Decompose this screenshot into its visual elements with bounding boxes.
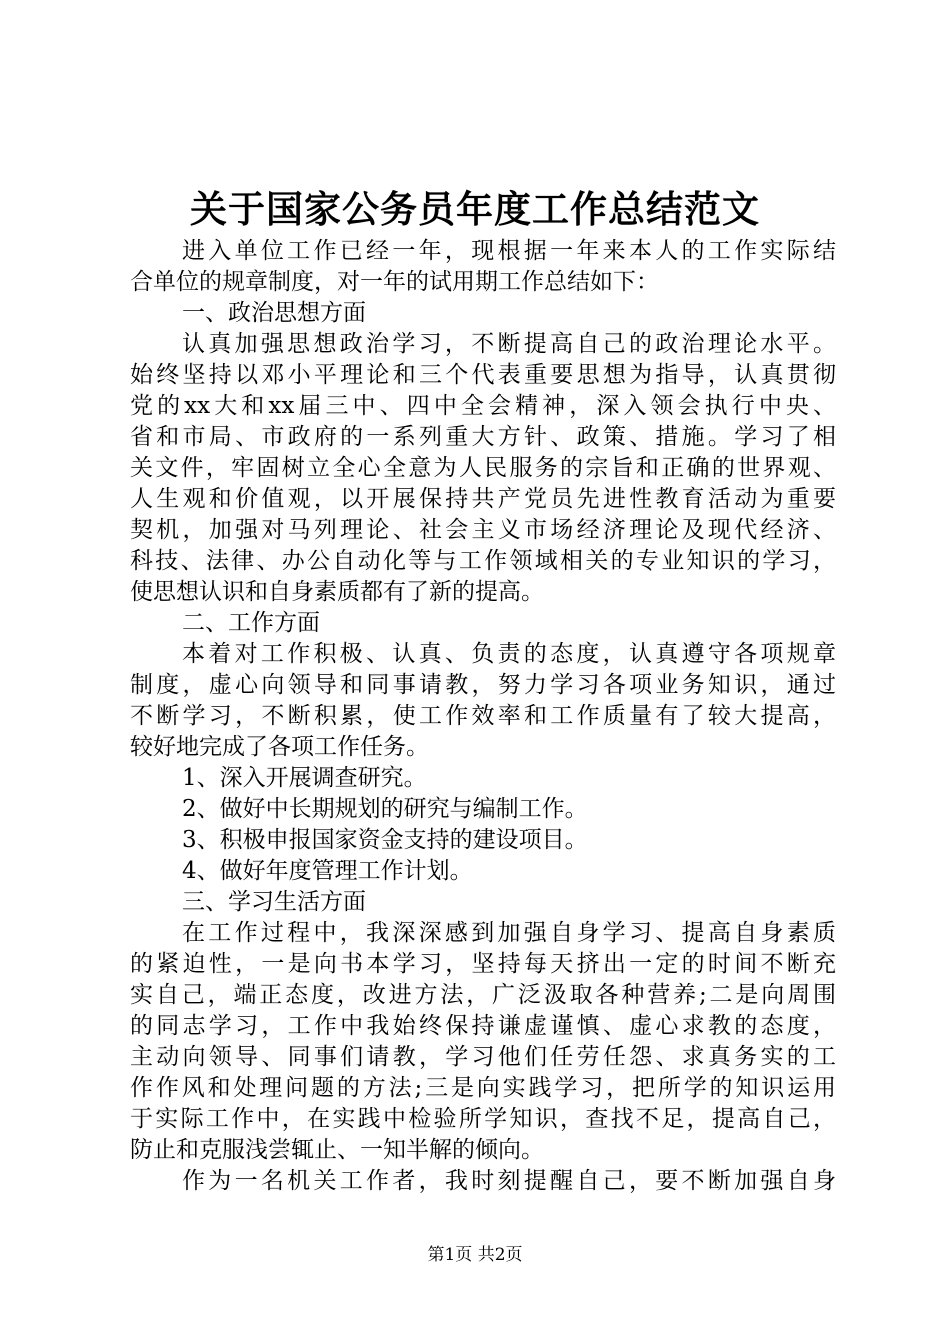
paragraph-line: 使思想认识和自身素质都有了新的提高。 <box>130 579 544 605</box>
paragraph-line: 较好地完成了各项工作任务。 <box>130 734 429 760</box>
list-item: 3、积极申报国家资金支持的建设项目。 <box>182 827 588 853</box>
paragraph-line: 合单位的规章制度，对一年的试用期工作总结如下： <box>130 269 659 295</box>
paragraph-line: 主动向领导、同事们请教，学习他们任劳任怨、求真务实的工 <box>130 1044 836 1070</box>
section-heading: 一、政治思想方面 <box>182 300 366 326</box>
paragraph-line: 不断学习，不断积累，使工作效率和工作质量有了较大提高， <box>130 703 836 729</box>
paragraph-line: 进入单位工作已经一年，现根据一年来本人的工作实际结 <box>182 238 836 264</box>
paragraph-line: 本着对工作积极、认真、负责的态度，认真遵守各项规章 <box>182 641 836 667</box>
paragraph-line: 作为一名机关工作者，我时刻提醒自己，要不断加强自身 <box>182 1168 836 1194</box>
paragraph-line: 省和市局、市政府的一系列重大方针、政策、措施。学习了相 <box>130 424 836 450</box>
paragraph-line: 作作风和处理问题的方法;三是向实践学习，把所学的知识运用 <box>130 1075 836 1101</box>
paragraph-line: 认真加强思想政治学习，不断提高自己的政治理论水平。 <box>182 331 836 357</box>
paragraph-line: 始终坚持以邓小平理论和三个代表重要思想为指导，认真贯彻 <box>130 362 836 388</box>
paragraph-line: 实自己，端正态度，改进方法，广泛汲取各种营养;二是向周围 <box>130 982 836 1008</box>
paragraph-line: 科技、法律、办公自动化等与工作领域相关的专业知识的学习， <box>130 548 836 574</box>
section-heading: 二、工作方面 <box>182 610 320 636</box>
paragraph-line: 关文件，牢固树立全心全意为人民服务的宗旨和正确的世界观、 <box>130 455 836 481</box>
page-footer: 第1页 共2页 <box>427 1245 523 1265</box>
document-title: 关于国家公务员年度工作总结范文 <box>190 187 760 231</box>
paragraph-line: 党的xx大和xx届三中、四中全会精神，深入领会执行中央、 <box>130 393 836 419</box>
list-item: 4、做好年度管理工作计划。 <box>182 858 473 884</box>
list-item: 1、深入开展调查研究。 <box>182 765 427 791</box>
paragraph-line: 的同志学习，工作中我始终保持谦虚谨慎、虚心求教的态度， <box>130 1013 836 1039</box>
paragraph-line: 防止和克服浅尝辄止、一知半解的倾向。 <box>130 1137 544 1163</box>
section-heading: 三、学习生活方面 <box>182 889 366 915</box>
paragraph-line: 在工作过程中，我深深感到加强自身学习、提高自身素质 <box>182 920 836 946</box>
paragraph-line: 于实际工作中，在实践中检验所学知识，查找不足，提高自己， <box>130 1106 836 1132</box>
paragraph-line: 契机，加强对马列理论、社会主义市场经济理论及现代经济、 <box>130 517 836 543</box>
paragraph-line: 人生观和价值观，以开展保持共产党员先进性教育活动为重要 <box>130 486 836 512</box>
paragraph-line: 制度，虚心向领导和同事请教，努力学习各项业务知识，通过 <box>130 672 836 698</box>
list-item: 2、做好中长期规划的研究与编制工作。 <box>182 796 588 822</box>
document-body <box>130 236 836 1197</box>
paragraph-line: 的紧迫性，一是向书本学习，坚持每天挤出一定的时间不断充 <box>130 951 836 977</box>
